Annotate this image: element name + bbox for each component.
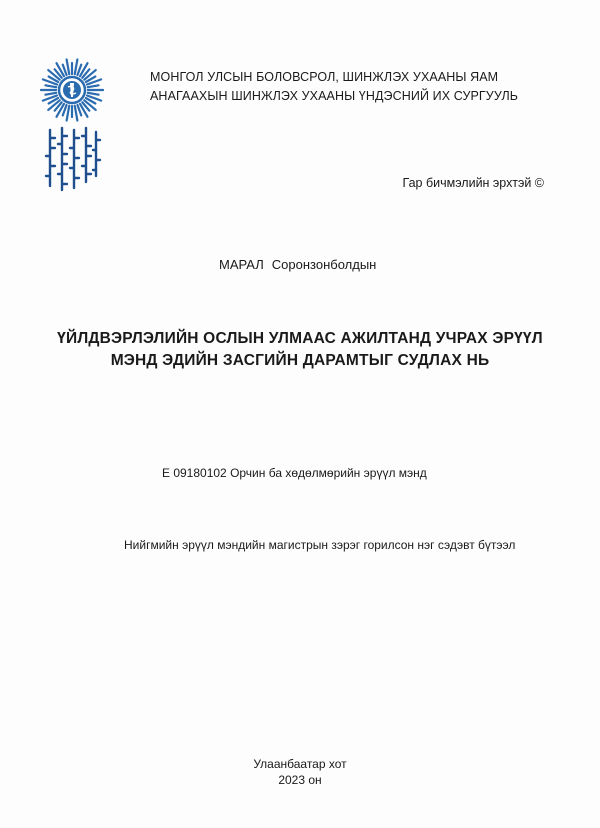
author-given-name: МАРАЛ	[219, 257, 264, 272]
author-name	[219, 257, 376, 272]
year: 2023 он	[278, 773, 322, 787]
ministry-name: МОНГОЛ УЛСЫН БОЛОВСРОЛ, ШИНЖЛЭХ УХААНЫ ЯАМ	[150, 70, 499, 84]
thesis-title-line-2: МЭНД ЭДИЙН ЗАСГИЙН ДАРАМТЫГ СУДЛАХ НЬ	[110, 352, 490, 369]
degree-statement: Нийгмийн эрүүл мэндийн магистрын зэрэг горилсон нэг сэдэвт бүтээл	[124, 538, 516, 552]
university-name: АНАГААХЫН ШИНЖЛЭХ УХААНЫ ҮНДЭСНИЙ ИХ СУРГУУЛЬ	[150, 89, 519, 103]
specialty-code: Е 09180102 Орчин ба хөдөлмөрийн эрүүл мэнд	[162, 466, 427, 480]
author-surname: Соронзонболдын	[271, 257, 377, 272]
mongolian-script-emblem	[40, 126, 104, 194]
thesis-title	[40, 328, 560, 372]
city: Улаанбаатар хот	[253, 757, 347, 771]
university-logo-icon	[40, 58, 104, 122]
place-and-year	[200, 756, 400, 788]
thesis-title-line-1: ҮЙЛДВЭРЛЭЛИЙН ОСЛЫН УЛМААС АЖИЛТАНД УЧРАХ ЭРҮҮЛ	[57, 330, 543, 347]
institution-header	[150, 68, 570, 106]
copyright-note: Гар бичмэлийн эрхтэй ©	[402, 176, 544, 190]
